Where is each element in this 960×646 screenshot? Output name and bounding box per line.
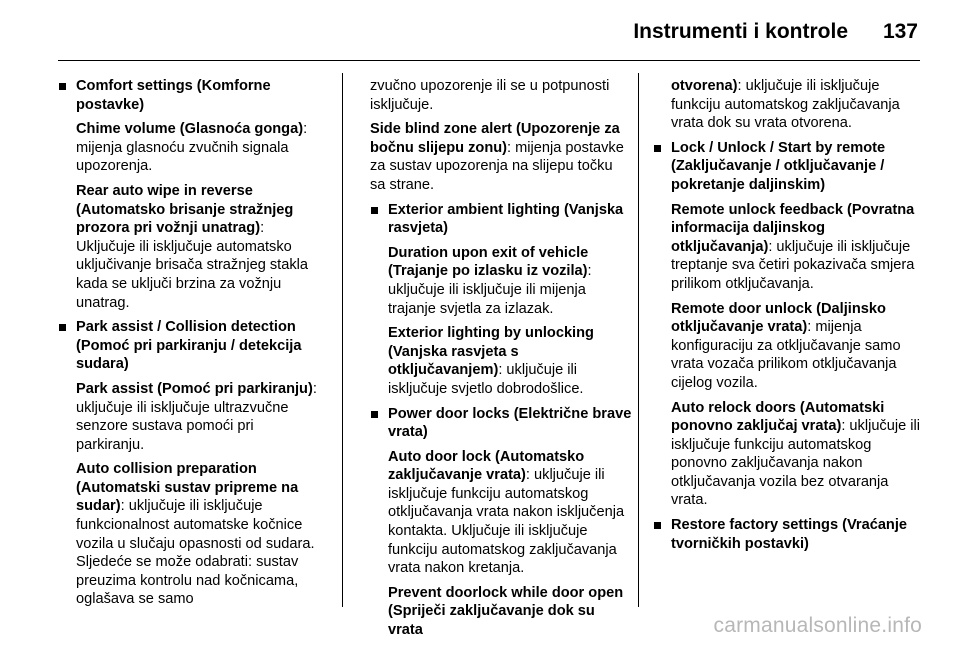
bullet-comfort-settings: Comfort settings (Komforne postavke)	[58, 77, 320, 114]
entry-term: Auto relock doors (Automatski ponovno zaključaj vrata)	[671, 399, 885, 435]
entry-desc: : mijenja glasnoću zvučnih signala upozorenja.	[76, 121, 308, 175]
column-divider-1	[342, 73, 343, 607]
entry-auto-collision	[58, 460, 320, 609]
bullet-power-door-locks: Power door locks (Električne brave vrata)	[370, 405, 632, 442]
entry-lighting-unlocking	[370, 324, 632, 398]
entry-park-assist	[58, 380, 320, 454]
entry-desc: : mijenja konfiguraciju za otključavanje samo vrata vozača prilikom otključavanja cijelog vozila.	[671, 319, 901, 391]
entry-desc: : uključuje ili isključuje ultrazvučne senzore sustava pomoći pri parkiranju.	[76, 380, 317, 453]
entry-desc: : mijenja postavke za sustav upozorenja na slijepu točku sa strane.	[370, 139, 624, 193]
entry-desc: : Uključuje ili isključuje automatsko uključivanje brisača stražnjeg stakla kada se uključi brzina za vožnju unatrag.	[76, 220, 308, 311]
entry-desc: : uključuje ili isključuje funkcionalnost automatske kočnice vozila u slučaju opasnosti od sudara. Sljedeće se može odabrati: sustav preuzima kontrolu nad kočnicama, oglašava se samo	[76, 498, 315, 608]
column-2	[370, 77, 632, 646]
entry-term: Auto door lock (Automatsko zaključavanje vrata)	[388, 448, 585, 484]
entry-chime-volume	[58, 120, 320, 176]
entry-desc: : uključuje ili isključuje funkciju automatskog zaključavanja vrata dok su vrata otvorena.	[671, 78, 900, 132]
entry-term: Exterior lighting by unlocking (Vanjska rasvjeta s otključavanjem)	[388, 325, 594, 379]
continued-text: zvučno upozorenje ili se u potpunosti isključuje.	[370, 78, 610, 113]
entry-term: Remote door unlock (Daljinsko otključavanje vrata)	[671, 300, 886, 336]
watermark: carmanualsonline.info	[713, 614, 922, 637]
column-1	[58, 77, 320, 615]
column-divider-2	[638, 73, 639, 607]
entry-term: Prevent doorlock while door open (Spriječi zaključavanje dok su vrata	[388, 584, 624, 639]
entry-desc: : uključuje ili isključuje funkciju automatskog otključavanja vrata nakon isključenja kontakta. Uključuje ili isključuje funkciju automatskog zaključavanja vrata nakon kretanja.	[388, 467, 625, 577]
entry-remote-unlock-feedback	[653, 201, 921, 294]
entry-term: Rear auto wipe in reverse (Automatsko brisanje stražnjeg prozora pri vožnji unatrag)	[76, 182, 294, 237]
entry-desc: : uključuje ili isključuje ili mijenja trajanje svjetla za izlazak.	[388, 263, 592, 317]
entry-desc: : uključuje ili isključuje svjetlo dobrodošlice.	[388, 362, 584, 397]
entry-prevent-doorlock	[370, 584, 632, 640]
entry-remote-door-unlock	[653, 300, 921, 393]
entry-term: Duration upon exit of vehicle (Trajanje po izlasku iz vozila)	[388, 244, 589, 280]
entry-rear-auto-wipe	[58, 182, 320, 312]
entry-term: Side blind zone alert (Upozorenje za bočnu slijepu zonu)	[370, 121, 620, 156]
page-header	[58, 0, 920, 61]
entry-desc: : uključuje ili isključuje funkciju automatskog ponovno zaključavanja nakon otključavanja vozila bez otvaranja vrata.	[671, 418, 920, 509]
entry-auto-door-lock	[370, 448, 632, 578]
entry-term: Remote unlock feedback (Povratna informacija daljinskog otključavanja)	[671, 201, 915, 255]
entry-side-blind-zone	[370, 120, 632, 194]
bullet-park-assist: Park assist / Collision detection (Pomoć pri parkiranju / detekcija sudara)	[58, 318, 320, 374]
entry-duration-exit	[370, 244, 632, 318]
bullet-exterior-lighting: Exterior ambient lighting (Vanjska rasvjeta)	[370, 201, 632, 238]
column-3	[653, 77, 921, 559]
section-title: Instrumenti i kontrole	[633, 20, 848, 43]
page-number: 137	[882, 20, 918, 43]
entry-auto-relock	[653, 399, 921, 511]
entry-term: Chime volume (Glasnoća gonga)	[76, 121, 304, 138]
bullet-lock-unlock-remote: Lock / Unlock / Start by remote (Zaključavanje / otključavanje / pokretanje daljinskim)	[653, 139, 921, 195]
entry-term: otvorena)	[671, 78, 738, 94]
entry-term: Park assist (Pomoć pri parkiranju)	[76, 380, 313, 397]
entry-prevent-doorlock-continued	[653, 77, 921, 133]
entry-term: Auto collision preparation (Automatski sustav pripreme na sudar)	[76, 461, 299, 515]
bullet-restore-factory: Restore factory settings (Vraćanje tvorničkih postavki)	[653, 516, 921, 553]
entry-desc: : uključuje ili isključuje treptanje sva četiri pokazivača smjera prilikom otključavanja.	[671, 238, 915, 292]
